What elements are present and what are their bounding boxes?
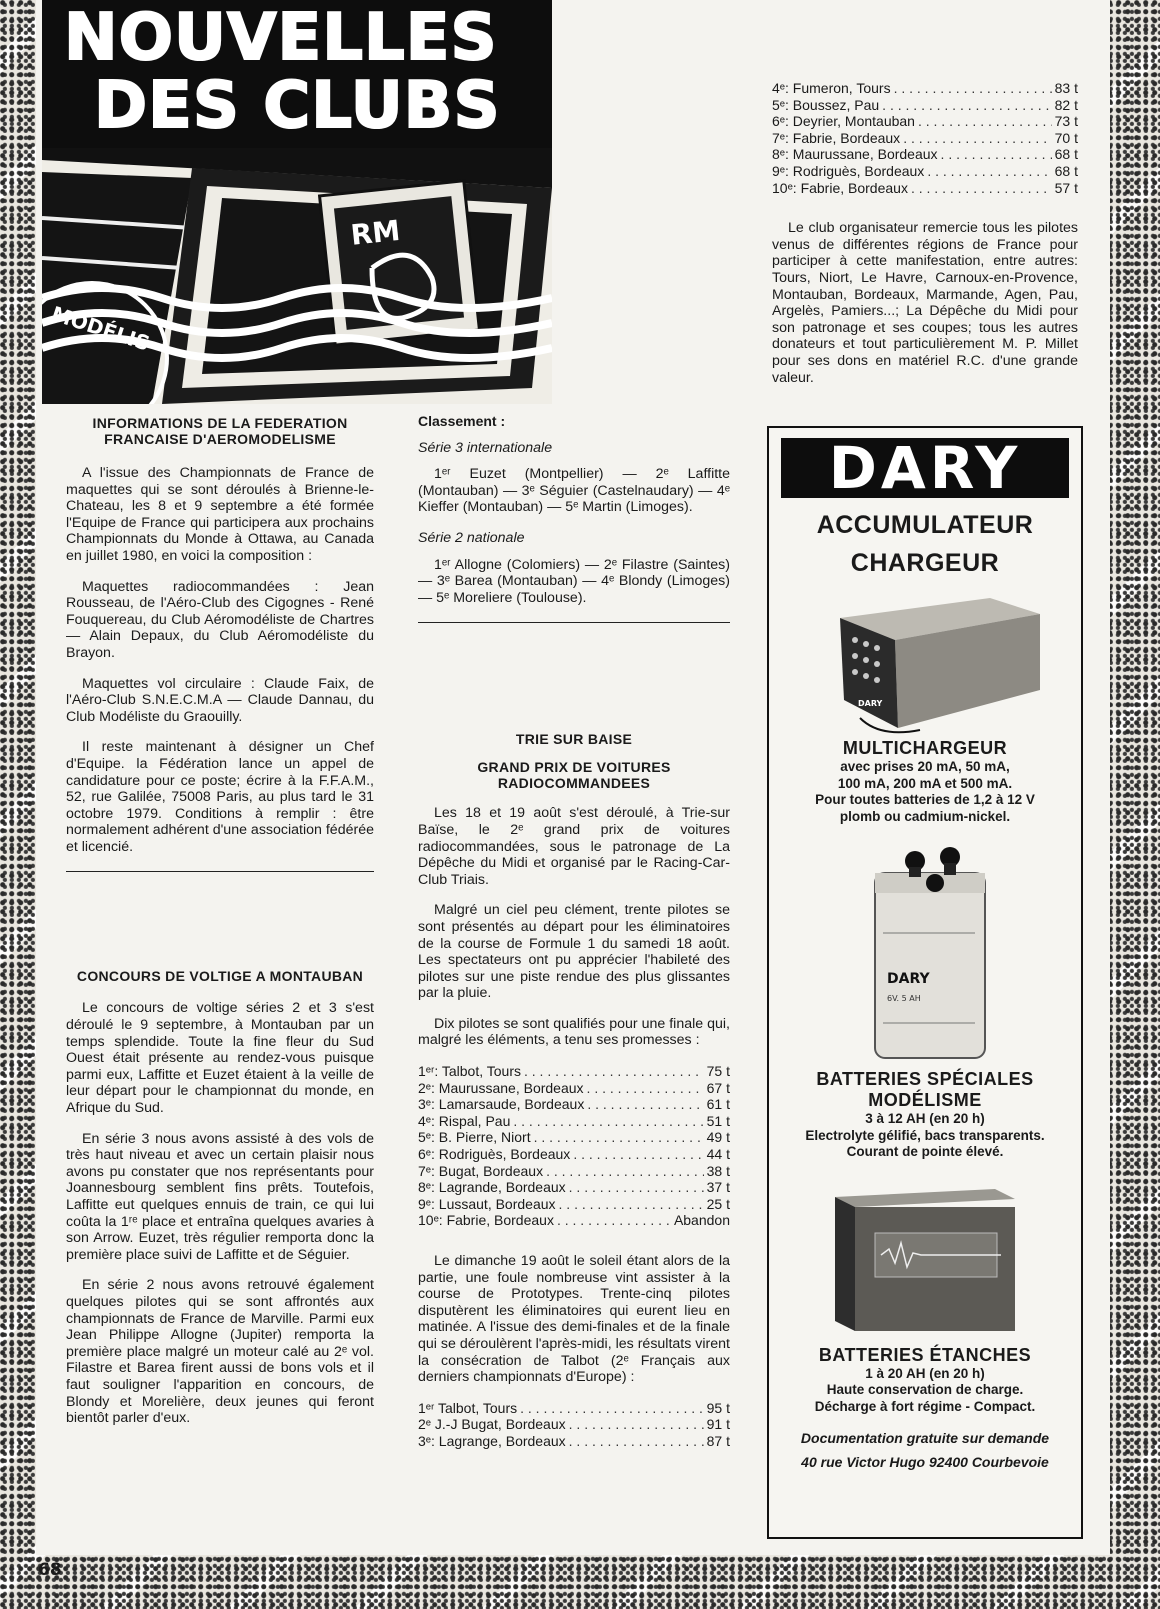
voltige-title: CONCOURS DE VOLTIGE A MONTAUBAN: [76, 968, 364, 985]
sealed-batteries-title: BATTERIES ÉTANCHES: [818, 1344, 1032, 1365]
fed-paragraph-2: Maquettes radiocommandées : Jean Rousseau, de l'Aéro-Club des Cigognes - René Fouquereau, du Club Aéromodéliste de Chartres — Alain Depaux, du Club Aéromodéliste du Brayon.: [66, 578, 374, 661]
header-title-line2: DES CLUBS: [94, 69, 501, 143]
results-row: 8ᵉ: Maurussane, Bordeaux . . . 68 t: [772, 146, 1078, 163]
column-1: [66, 415, 374, 1441]
results-row: 10ᵉ: Fabrie, Bordeaux . . . Abandon: [418, 1212, 730, 1229]
gp-paragraph-1: Les 18 et 19 août s'est déroulé, à Trie-sur Baïse, le 2ᵉ grand prix de voitures radiocommandées, sous le patronage de La Dépêche du Midi et organisé par le Racing-Car-Club Triais.: [418, 805, 730, 888]
gp-paragraph-4: Le dimanche 19 août le soleil étant alors de la partie, une foule nombreuse vint assister à la course de Prototypes. Trente-cinq pilotes disputèrent les éliminatoires qui eurent lieu en matinée. A l'issue des demi-finales et de la finale qui se déroulèrent l'après-midi, les résultats virent la consécration de Talbot (2ᵉ Français aux derniers championnats d'Europe) :: [418, 1253, 730, 1386]
ad-footer-line-1: Documentation gratuite sur demande: [800, 1430, 1050, 1446]
stamp-circle-text: MODÉLIS: [48, 301, 153, 356]
multichargeur-title: MULTICHARGEUR: [842, 738, 1008, 758]
multichargeur-line-4: plomb ou cadmium-nickel.: [839, 808, 1011, 824]
fed-paragraph-1: A l'issue des Championnats de France de maquettes qui se sont déroulés à Brienne-le-Chateau, les 8 et 9 septembre a été formée l'Equipe de France qui participera aux prochains Championnats du Monde à Ottawa, au Canada en juillet 1980, en voici la composition :: [66, 465, 374, 564]
spec-batteries-line-1: 3 à 12 AH (en 20 h): [865, 1111, 985, 1126]
voltige-paragraph-2: En série 3 nous avons assisté à des vols de très haut niveau et avec un certain plaisir nous avons pu constater que nos représentants pour Joannesbourg semblent fins prêts. Toutefois, Laffitte eut quelques ennuis de train, ce qui lui coûta la 1ʳᵉ place et entraîna quelques avaries à son Arrow. Euzet, très régulier remporta donc la première place suivi de Laffitte et de Séguier.: [66, 1130, 374, 1263]
multichargeur-line-1: avec prises 20 mA, 50 mA,: [840, 759, 1010, 774]
results-row: 2ᵉ J.-J Bugat, Bordeaux . . . 91 t: [418, 1416, 730, 1433]
ad-headline-1: ACCUMULATEUR: [816, 511, 1034, 539]
sealed-batteries-line-1: 1 à 20 AH (en 20 h): [865, 1365, 985, 1381]
proto-results-list: [418, 1400, 730, 1450]
spec-batteries-title-2: MODÉLISME: [868, 1090, 982, 1110]
results-row: 2ᵉ: Maurussane, Bordeaux . . . 67 t: [418, 1080, 730, 1097]
charger-brand-label: DARY: [858, 699, 883, 708]
column-3: [772, 80, 1078, 400]
voltige-paragraph-3: En série 2 nous avons retrouvé également quelques pilotes qui se sont affrontés aux championnats de France de Marville. Parmi eux Jean Philippe Allogne (Jupiter) remporta la première place malgré un moteur calé au 2ᵉ vol. Filastre et Barea firent aussi de bons vols et il faut souligner l'apparition en concours, de Blondy et Morelière, deux jeunes qui feront bientôt parler d'eux.: [66, 1277, 374, 1427]
multichargeur-line-3: Pour toutes batteries de 1,2 à 12 V: [815, 792, 1035, 807]
page-number: 68: [38, 1560, 62, 1580]
serie3-title: Série 3 internationale: [418, 439, 553, 456]
voltige-paragraph-1: Le concours de voltige séries 2 et 3 s'est déroulé le 9 septembre, à Montauban par un temps splendide. Toute la fine fleur du Sud Ouest était présente au rendez-vous puisque parmi eux, Laffitte et Euzet étaient à la veille de leur départ pour le championnat du monde, en Afrique du Sud.: [66, 1000, 374, 1117]
serie2-results: 1ᵉʳ Allogne (Colomiers) — 2ᵉ Filastre (Saintes) — 3ᵉ Barea (Montauban) — 4ᵉ Blondy (Limoges) — 5ᵉ Moreliere (Toulouse).: [418, 556, 730, 606]
thanks-paragraph: Le club organisateur remercie tous les pilotes venus de différentes régions de France pour participer à cette manifestation, entre autres: Tours, Niort, Le Havre, Carnoux-en-Provence, Montauban, Bordeaux, Marmande, Agen, Pau, Argelès, Pamiers...; La Dépêche du Midi pour son patronage et ses coupes; tous les autres donateurs et tout particulièrement M. P. Millet pour ses dons en matériel R.C. d'une grande valeur.: [772, 220, 1078, 386]
spec-batteries-title-1: BATTERIES SPÉCIALES: [816, 1069, 1034, 1089]
results-row: 9ᵉ: Lussaut, Bordeaux . . . 25 t: [418, 1196, 730, 1213]
proto-results-continued: [772, 80, 1078, 196]
f1-results-list: [418, 1063, 730, 1229]
gp-title: GRAND PRIX DE VOITURES RADIOCOMMANDEES: [477, 759, 671, 792]
results-row: 1ᵉʳ Talbot, Tours . . . 95 t: [418, 1400, 730, 1417]
header-title-line1: NOUVELLES: [64, 1, 498, 75]
multichargeur-line-2: 100 mA, 200 mA et 500 mA.: [837, 775, 1013, 791]
fed-paragraph-4: Il reste maintenant à désigner un Chef d'Equipe. la Fédération lance un appel de candidature pour ce poste; écrire à la F.F.A.M., 52, rue Galilée, 75008 Paris, au plus tard le 31 octobre 1979. Conditions à remplir : être normalement adhérent d'une association fédérée et licencié.: [66, 739, 374, 855]
battery-spec-label: 6V. 5 AH: [887, 994, 921, 1003]
trie-title: TRIE SUR BAISE: [515, 731, 633, 748]
dary-advertisement: [767, 426, 1083, 1539]
header-illustration: [42, 148, 552, 404]
results-row: 7ᵉ: Bugat, Bordeaux . . . 38 t: [418, 1163, 730, 1180]
gp-paragraph-3: Dix pilotes se sont qualifiés pour une finale qui, malgré les éléments, a tenu ses promesses :: [418, 1015, 730, 1049]
serie2-title: Série 2 nationale: [418, 529, 525, 546]
spec-batteries-line-3: Courant de pointe élevé.: [846, 1144, 1004, 1159]
results-row: 6ᵉ: Deyrier, Montauban . . . 73 t: [772, 113, 1078, 130]
stamp-label: RM: [349, 213, 402, 252]
divider: [418, 622, 730, 623]
ad-footer-address: 40 rue Victor Hugo 92400 Courbevoie: [801, 1454, 1049, 1470]
results-row: 3ᵉ: Lagrange, Bordeaux . . . 87 t: [418, 1433, 730, 1450]
results-row: 6ᵉ: Rodriguès, Bordeaux . . . 44 t: [418, 1146, 730, 1163]
ad-headline-2: CHARGEUR: [850, 549, 1000, 577]
sealed-battery-image: [815, 1177, 1035, 1337]
sealed-batteries-line-2: Haute conservation de charge.: [826, 1382, 1024, 1397]
gp-paragraph-2: Malgré un ciel peu clément, trente pilotes se sont présentés au départ pour les éliminatoires de la course de Formule 1 du samedi 18 août. Les spectateurs ont pu apprécier l'habileté des pilotes sur une piste rendue des plus glissantes par la pluie.: [418, 902, 730, 1002]
spec-batteries-line-2: Electrolyte gélifié, bacs transparents.: [805, 1127, 1045, 1143]
model-battery-image: [825, 833, 1025, 1063]
column-2: [418, 413, 730, 1464]
ad-brand-logo: DARY: [781, 438, 1069, 498]
results-row: 10ᵉ: Fabrie, Bordeaux . . . 57 t: [772, 180, 1078, 197]
results-row: 5ᵉ: Boussez, Pau . . . 82 t: [772, 97, 1078, 114]
results-row: 3ᵉ: Lamarsaude, Bordeaux . . . 61 t: [418, 1096, 730, 1113]
results-row: 1ᵉʳ: Talbot, Tours . . . 75 t: [418, 1063, 730, 1080]
classement-title: Classement :: [418, 413, 506, 429]
results-row: 5ᵉ: B. Pierre, Niort . . . 49 t: [418, 1129, 730, 1146]
section-header: [42, 0, 552, 148]
divider: [66, 871, 374, 872]
multicharger-image: [800, 578, 1050, 738]
fed-paragraph-3: Maquettes vol circulaire : Claude Faix, de l'Aéro-Club S.N.E.C.M.A — Claude Dannau, du Club Modéliste du Graouilly.: [66, 675, 374, 725]
results-row: 4ᵉ: Rispal, Pau . . . 51 t: [418, 1113, 730, 1130]
serie3-results: 1ᵉʳ Euzet (Montpellier) — 2ᵉ Laffitte (Montauban) — 3ᵉ Séguier (Castelnaudary) — 4ᵉ Kieffer (Montauban) — 5ᵉ Martin (Limoges).: [418, 466, 730, 516]
sealed-batteries-line-3: Décharge à fort régime - Compact.: [814, 1398, 1036, 1414]
fed-title: INFORMATIONS DE LA FEDERATION FRANCAISE D'AEROMODELISME: [92, 415, 348, 447]
results-row: 4ᵉ: Fumeron, Tours . . . 83 t: [772, 80, 1078, 97]
stamp-envelope-illustration: [42, 148, 552, 404]
results-row: 7ᵉ: Fabrie, Bordeaux . . . 70 t: [772, 130, 1078, 147]
results-row: 9ᵉ: Rodriguès, Bordeaux . . . 68 t: [772, 163, 1078, 180]
battery-brand-label: DARY: [887, 971, 930, 987]
results-row: 8ᵉ: Lagrande, Bordeaux . . . 37 t: [418, 1179, 730, 1196]
